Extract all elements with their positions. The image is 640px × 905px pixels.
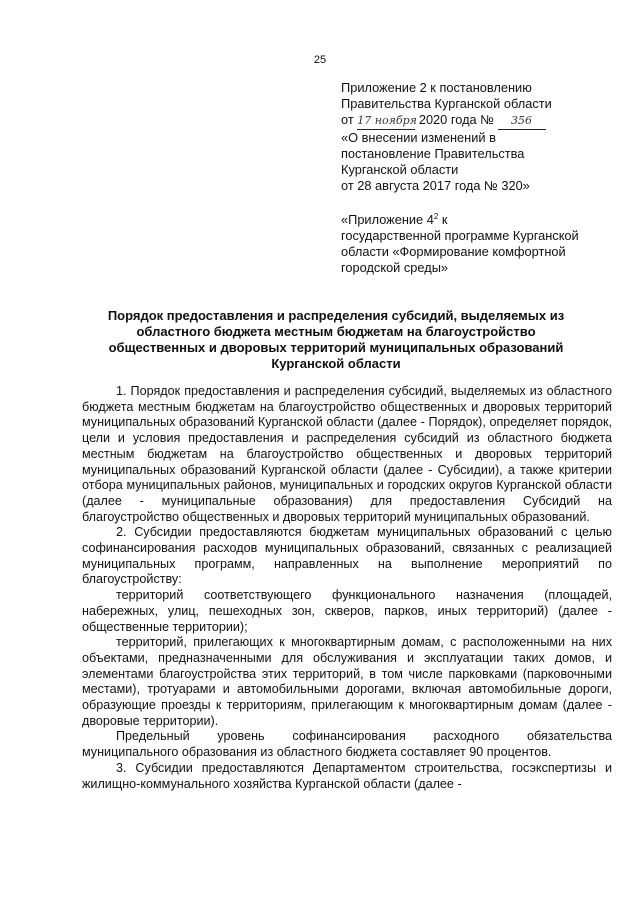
paragraph-4: территорий, прилегающих к многоквартирным домам, с расположенными на них объектами, предназначенными для обслуживания и эксплуатации таких домов, и элементами благоустройства этих территорий, в том числе парковками (парковочными местами), тротуарами и автомобильными дорогами, включая автомобильные дороги, образующие проезды к территориям, прилегающим к многоквартирным домам (далее - дворовые территории). <box>82 635 612 728</box>
appendix2-superscript: 2 <box>433 212 439 221</box>
date-year: 2020 года № <box>418 112 494 127</box>
date-prefix: от <box>341 112 354 127</box>
appendix2-line-1 <box>341 212 621 228</box>
document-title <box>60 308 612 372</box>
appendix-line-2: Правительства Курганской области <box>341 96 552 111</box>
title-line-3: общественных и дворовых территорий муниципальных образований <box>108 340 564 355</box>
paragraph-2: 2. Субсидии предоставляются бюджетам муниципальных образований с целью софинансирования расходов муниципальных образований, связанных с реализацией муниципальных программ, направленных на выполнение мероприятий по благоустройству: <box>82 525 612 587</box>
paragraph-1: 1. Порядок предоставления и распределения субсидий, выделяемых из областного бюджета местным бюджетам на благоустройство общественных и дворовых территорий муниципальных образований Курганской области (далее - Порядок), определяет порядок, цели и условия предоставления и распределения субсидий из областного бюджета местным бюджетам на благоустройство общественных и дворовых территорий муниципальных образований Курганской области (далее - Субсидии), а также критерии отбора муниципальных районов, муниципальных и городских округов Курганской области (далее - муниципальные образования) для предоставления Субсидий на благоустройство общественных и дворовых территорий муниципальных образований. <box>82 384 612 524</box>
appendix2-line-4: городской среды» <box>341 260 449 275</box>
appendix2-line-1-tail: к <box>438 212 448 227</box>
appendix2-line-1-text: «Приложение 4 <box>341 212 434 227</box>
appendix-line-4: «О внесении изменений в <box>341 130 496 145</box>
appendix-line-6: Курганской области <box>341 162 459 177</box>
appendix-date-line <box>341 112 611 130</box>
paragraph-5: Предельный уровень софинансирования расходного обязательства муниципального образования из областного бюджета составляет 90 процентов. <box>82 729 612 760</box>
paragraph-3: территорий соответствующего функционального назначения (площадей, набережных, улиц, пешеходных зон, скверов, парков, иных территорий) (далее - общественные территории); <box>82 588 612 634</box>
appendix2-line-3: области «Формирование комфортной <box>341 244 566 259</box>
handwritten-date: 17 ноября <box>357 113 415 130</box>
handwritten-number: 356 <box>498 113 546 130</box>
title-line-2: областного бюджета местным бюджетам на благоустройство <box>136 324 536 339</box>
appendix-reference <box>341 212 621 276</box>
appendix-line-7: от 28 августа 2017 года № 320» <box>341 178 530 193</box>
document-body <box>82 384 612 792</box>
title-line-4: Курганской области <box>271 356 401 371</box>
paragraph-6: 3. Субсидии предоставляются Департаментом строительства, госэкспертизы и жилищно-коммунального хозяйства Курганской области (далее - <box>82 760 612 791</box>
title-line-1: Порядок предоставления и распределения субсидий, выделяемых из <box>107 308 565 323</box>
appendix-line-1: Приложение 2 к постановлению <box>341 80 532 95</box>
appendix-header <box>341 80 611 194</box>
appendix2-line-2: государственной программе Курганской <box>341 228 579 243</box>
appendix-line-5: постановление Правительства <box>341 146 525 161</box>
page-number: 25 <box>313 54 327 66</box>
